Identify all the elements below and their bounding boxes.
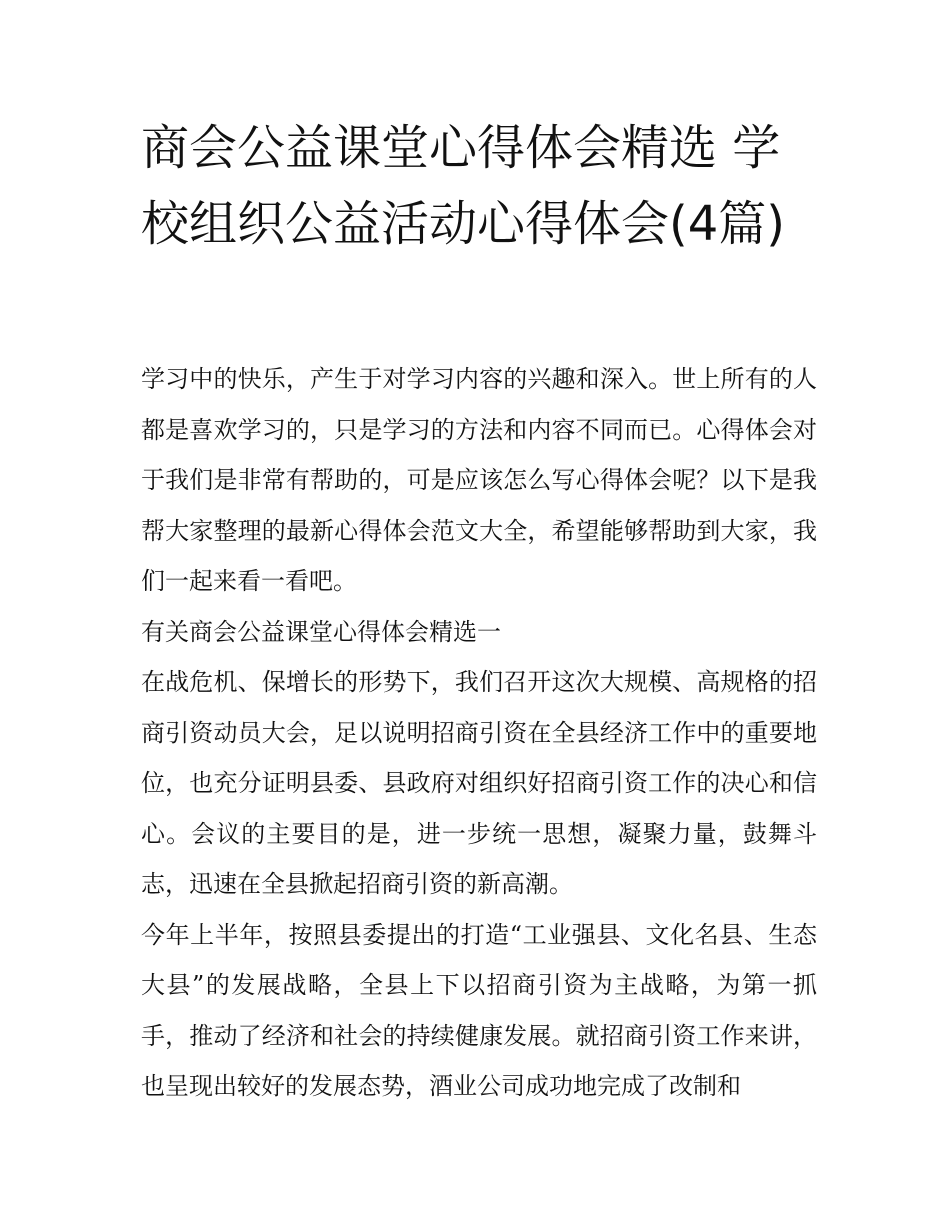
body-paragraph: 今年上半年，按照县委提出的打造“工业强县、文化名县、生态大县”的发展战略，全县上下以招商引资为主战略，为第一抓手，推动了经济和社会的持续健康发展。就招商引资工作来讲，也呈现出较好的发展态势，酒业公司成功地完成了改制和 (141, 920, 817, 1100)
document-body (141, 354, 817, 1112)
intro-paragraph: 学习中的快乐，产生于对学习内容的兴趣和深入。世上所有的人都是喜欢学习的，只是学习的方法和内容不同而已。心得体会对于我们是非常有帮助的，可是应该怎么写心得体会呢？以下是我帮大家整理的最新心得体会范文大全，希望能够帮助到大家，我们一起来看一看吧。 (141, 365, 817, 595)
section-heading: 有关商会公益课堂心得体会精选一 (141, 617, 501, 646)
document-title: 商会公益课堂心得体会精选 学校组织公益活动心得体会(4篇) (141, 120, 785, 252)
body-paragraph: 在战危机、保增长的形势下，我们召开这次大规模、高规格的招商引资动员大会，足以说明招商引资在全县经济工作中的重要地位，也充分证明县委、县政府对组织好招商引资工作的决心和信心。会议的主要目的是，进一步统一思想，凝聚力量，鼓舞斗志，迅速在全县掀起招商引资的新高潮。 (141, 668, 817, 898)
